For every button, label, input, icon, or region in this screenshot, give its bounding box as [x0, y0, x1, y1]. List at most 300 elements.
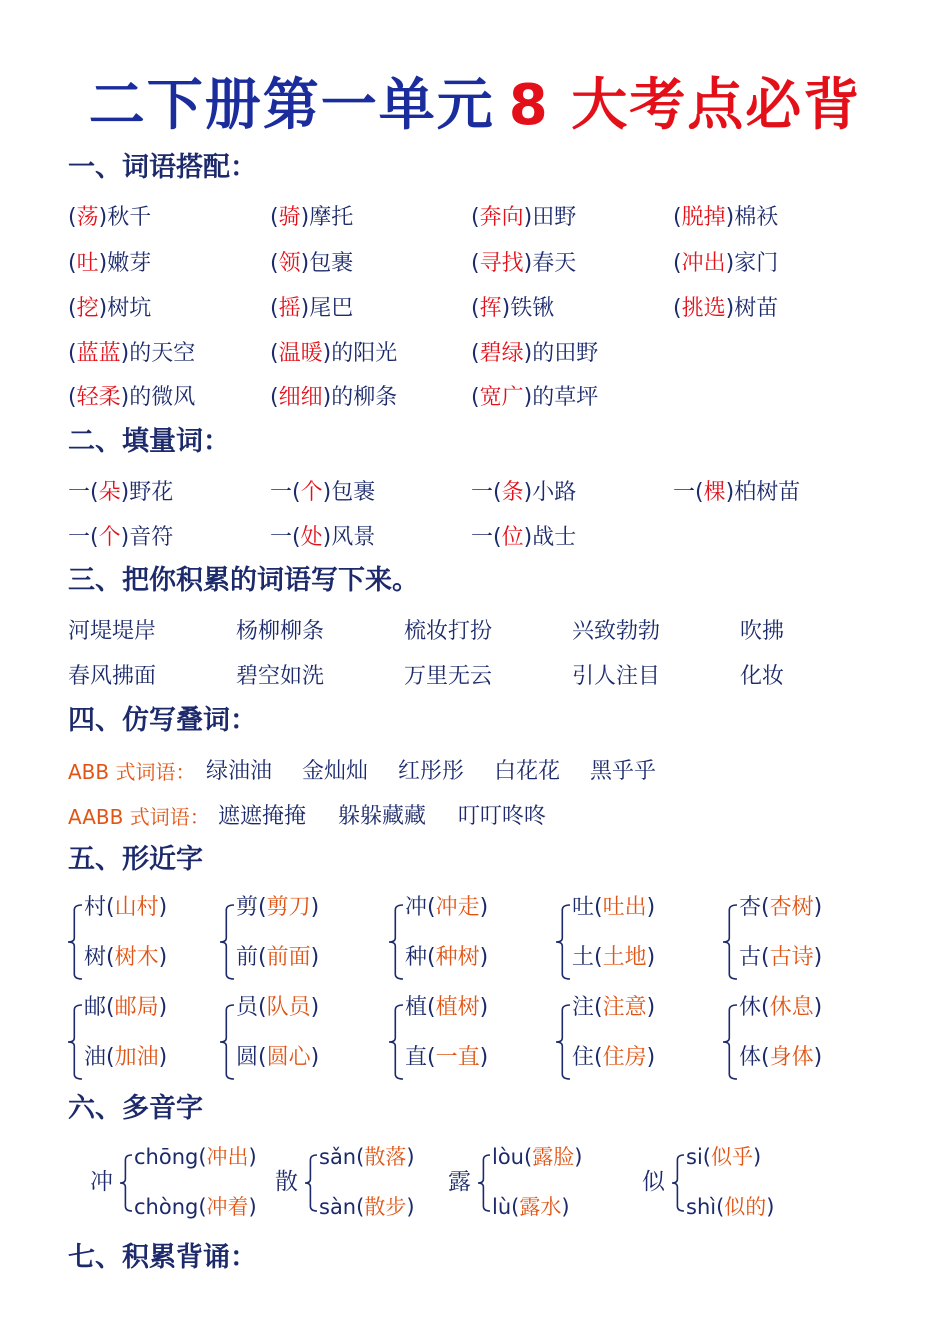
collocation-item: [673, 246, 778, 282]
measure-prefix: 一: [471, 525, 494, 550]
brace: [723, 1004, 737, 1080]
collocation-item: [68, 380, 195, 416]
measure-item: [68, 475, 173, 511]
similar-char-line: [405, 992, 488, 1024]
paren-open: (: [270, 341, 279, 366]
measure-word: 战士: [532, 525, 577, 550]
similar-char-pair: [389, 992, 549, 1092]
collocation-key: 摇: [278, 296, 301, 321]
brace: [556, 1004, 570, 1080]
paren-close: ): [766, 1195, 775, 1219]
similar-char-word: 邮局: [114, 995, 159, 1020]
abb-word: 黑乎乎: [590, 759, 657, 784]
collocation-key: 荡: [76, 205, 99, 230]
similar-char-pair: [220, 992, 380, 1092]
brace-icon: [220, 904, 234, 980]
collocation-row: [0, 291, 950, 327]
collocation-word: 田野: [532, 205, 577, 230]
paren-open: (: [471, 205, 480, 230]
similar-char-line: [739, 1042, 822, 1074]
collocation-key: 宽广: [479, 385, 524, 410]
polyphone-line: [686, 1142, 761, 1172]
section-6-heading: 六、多音字: [68, 1093, 203, 1124]
collocation-row: [0, 380, 950, 416]
collocation-key: 温暖: [278, 341, 323, 366]
paren-close: ): [98, 296, 108, 321]
similar-char-line: [236, 1042, 319, 1074]
measure-word: 音符: [129, 525, 174, 550]
paren-close: ): [479, 945, 489, 970]
similar-char: 种: [405, 945, 428, 970]
pinyin: si: [686, 1145, 703, 1169]
paren-close: ): [813, 895, 823, 920]
paren-open: (: [673, 251, 682, 276]
paren-open: (: [761, 895, 770, 920]
brace-icon: [723, 1004, 737, 1080]
brace-icon: [389, 1004, 403, 1080]
collocation-key: 寻找: [479, 251, 524, 276]
similar-char-pair: [220, 892, 380, 992]
similar-char-word: 一直: [435, 1045, 480, 1070]
paren-close: ): [300, 205, 310, 230]
measure-key: 朵: [98, 480, 121, 505]
paren-close: ): [725, 251, 735, 276]
collocation-item: [270, 380, 397, 416]
paren-open: (: [68, 385, 77, 410]
similar-char-word: 植树: [435, 995, 480, 1020]
accumulated-row: [0, 614, 950, 650]
paren-open: (: [68, 205, 77, 230]
similar-char: 土: [572, 945, 595, 970]
pinyin: chōng: [134, 1145, 199, 1169]
polyphone-word: 露脸: [532, 1145, 575, 1169]
similar-char-word: 土地: [602, 945, 647, 970]
similar-char-word: 树木: [114, 945, 159, 970]
collocation-item: [673, 291, 778, 327]
paren-close: ): [646, 995, 656, 1020]
abb-word: 金灿灿: [302, 759, 369, 784]
paren-close: ): [813, 995, 823, 1020]
paren-open: (: [106, 945, 115, 970]
paren-close: ): [725, 205, 735, 230]
similar-char-pair: [723, 992, 883, 1092]
similar-char: 体: [739, 1045, 762, 1070]
measure-row: [0, 475, 950, 511]
paren-open: (: [68, 251, 77, 276]
polyphone-line: [319, 1142, 415, 1172]
collocation-word: 摩托: [309, 205, 354, 230]
measure-item: [471, 520, 576, 556]
paren-open: (: [270, 296, 279, 321]
measure-key: 棵: [703, 480, 726, 505]
paren-close: ): [561, 1195, 570, 1219]
similar-char: 吐: [572, 895, 595, 920]
collocation-key: 奔向: [479, 205, 524, 230]
similar-char-word: 杏树: [769, 895, 814, 920]
paren-close: ): [300, 251, 310, 276]
polyphone-group: [90, 1142, 290, 1222]
measure-prefix: 一: [673, 480, 696, 505]
aabb-word: 遮遮掩掩: [218, 804, 307, 829]
aabb-row: [0, 799, 950, 835]
brace: [120, 1154, 132, 1212]
brace-icon: [68, 1004, 82, 1080]
measure-row: [0, 520, 950, 556]
brace: [220, 904, 234, 980]
collocation-word: 的微风: [129, 385, 196, 410]
measure-prefix: 一: [270, 480, 293, 505]
collocation-word: 铁锹: [510, 296, 555, 321]
collocation-item: [471, 291, 554, 327]
collocation-key: 挥: [479, 296, 502, 321]
similar-char: 剪: [236, 895, 259, 920]
pinyin: lòu: [492, 1145, 524, 1169]
collocation-item: [270, 246, 353, 282]
collocation-word: 嫩芽: [107, 251, 152, 276]
similar-char-pair: [68, 892, 228, 992]
brace-icon: [478, 1154, 490, 1212]
paren-open: (: [258, 945, 267, 970]
similar-char-pair: [389, 892, 549, 992]
paren-close: ): [479, 995, 489, 1020]
similar-char-line: [405, 892, 488, 924]
brace-icon: [723, 904, 737, 980]
measure-item: [68, 520, 173, 556]
title-part-1: 二下册第一单元: [88, 73, 495, 138]
paren-open: (: [695, 480, 704, 505]
measure-prefix: 一: [68, 525, 91, 550]
similar-char-pair: [68, 992, 228, 1092]
brace: [68, 1004, 82, 1080]
accumulated-word: 梳妆打扮: [404, 619, 493, 644]
similar-char-word: 吐出: [602, 895, 647, 920]
brace-icon: [672, 1154, 684, 1212]
measure-item: [270, 475, 375, 511]
paren-close: ): [120, 480, 130, 505]
paren-close: ): [158, 995, 168, 1020]
collocation-word: 的阳光: [331, 341, 398, 366]
similar-char: 住: [572, 1045, 595, 1070]
paren-open: (: [427, 895, 436, 920]
collocation-row: [0, 336, 950, 372]
paren-open: (: [258, 895, 267, 920]
accumulated-word: 万里无云: [404, 664, 493, 689]
paren-open: (: [270, 205, 279, 230]
polyphone-word: 似乎: [710, 1145, 753, 1169]
paren-close: ): [120, 525, 130, 550]
measure-prefix: 一: [68, 480, 91, 505]
collocation-word: 包裹: [309, 251, 354, 276]
similar-char-word: 身体: [769, 1045, 814, 1070]
paren-open: (: [493, 525, 502, 550]
paren-open: (: [761, 1045, 770, 1070]
measure-word: 柏树苗: [734, 480, 801, 505]
polyphone-group: [642, 1142, 842, 1222]
paren-open: (: [292, 525, 301, 550]
polyphone-group: [448, 1142, 648, 1222]
paren-open: (: [270, 251, 279, 276]
accumulated-word: 化妆: [740, 664, 785, 689]
paren-open: (: [106, 895, 115, 920]
paren-close: ): [574, 1145, 583, 1169]
section-5-heading: 五、形近字: [68, 844, 203, 875]
polyphone-line: [134, 1142, 257, 1172]
collocation-word: 的柳条: [331, 385, 398, 410]
aabb-word: 躲躲藏藏: [338, 804, 427, 829]
paren-open: (: [594, 1045, 603, 1070]
similar-char-line: [84, 992, 167, 1024]
brace-icon: [220, 1004, 234, 1080]
similar-char-pair: [556, 992, 716, 1092]
brace-icon: [120, 1154, 132, 1212]
paren-open: (: [524, 1145, 533, 1169]
measure-item: [471, 475, 576, 511]
brace: [672, 1154, 684, 1212]
collocation-key: 蓝蓝: [76, 341, 121, 366]
paren-open: (: [292, 480, 301, 505]
paren-open: (: [198, 1145, 207, 1169]
similar-char-pair: [723, 892, 883, 992]
collocation-word: 家门: [734, 251, 779, 276]
similar-char: 圆: [236, 1045, 259, 1070]
brace-icon: [556, 1004, 570, 1080]
paren-close: ): [813, 945, 823, 970]
accumulated-word: 吹拂: [740, 619, 785, 644]
brace: [723, 904, 737, 980]
paren-open: (: [471, 385, 480, 410]
polyphone-word: 散步: [364, 1195, 407, 1219]
brace-icon: [305, 1154, 317, 1212]
paren-open: (: [427, 995, 436, 1020]
polyphone-char: 冲: [90, 1169, 113, 1195]
paren-open: (: [471, 341, 480, 366]
paren-close: ): [120, 341, 130, 366]
similar-char: 休: [739, 995, 762, 1020]
paren-open: (: [702, 1145, 711, 1169]
collocation-word: 的草坪: [532, 385, 599, 410]
paren-close: ): [813, 1045, 823, 1070]
paren-close: ): [479, 1045, 489, 1070]
brace-icon: [68, 904, 82, 980]
collocation-word: 树坑: [107, 296, 152, 321]
paren-close: ): [300, 296, 310, 321]
paren-close: ): [406, 1195, 415, 1219]
collocation-item: [471, 200, 576, 236]
polyphone-word: 冲着: [206, 1195, 249, 1219]
paren-close: ): [120, 385, 130, 410]
collocation-key: 轻柔: [76, 385, 121, 410]
measure-key: 条: [501, 480, 524, 505]
similar-char-word: 山村: [114, 895, 159, 920]
similar-char-word: 冲走: [435, 895, 480, 920]
similar-char-line: [236, 992, 319, 1024]
abb-label: ABB 式词语：: [68, 760, 196, 784]
similar-char-word: 休息: [769, 995, 814, 1020]
brace-icon: [556, 904, 570, 980]
measure-word: 包裹: [331, 480, 376, 505]
section-2-heading: 二、填量词：: [68, 426, 230, 457]
brace: [556, 904, 570, 980]
paren-close: ): [523, 480, 533, 505]
brace: [478, 1154, 490, 1212]
polyphone-char: 似: [642, 1169, 665, 1195]
paren-open: (: [471, 296, 480, 321]
similar-char-word: 注意: [602, 995, 647, 1020]
collocation-item: [471, 380, 598, 416]
paren-open: (: [356, 1195, 365, 1219]
collocation-word: 的田野: [532, 341, 599, 366]
paren-open: (: [594, 895, 603, 920]
measure-key: 位: [501, 525, 524, 550]
accumulated-word: 春风拂面: [68, 664, 157, 689]
similar-char-line: [572, 1042, 655, 1074]
accumulated-word: 杨柳柳条: [236, 619, 325, 644]
paren-close: ): [158, 1045, 168, 1070]
collocation-word: 秋千: [107, 205, 152, 230]
paren-close: ): [523, 205, 533, 230]
paren-open: (: [258, 1045, 267, 1070]
collocation-key: 挑选: [681, 296, 726, 321]
collocation-word: 尾巴: [309, 296, 354, 321]
collocation-key: 细细: [278, 385, 323, 410]
paren-open: (: [90, 480, 99, 505]
paren-open: (: [761, 995, 770, 1020]
collocation-item: [68, 200, 151, 236]
paren-close: ): [646, 1045, 656, 1070]
measure-key: 处: [300, 525, 323, 550]
collocation-item: [270, 200, 353, 236]
abb-word: 白花花: [494, 759, 561, 784]
polyphone-char: 散: [275, 1169, 298, 1195]
paren-close: ): [98, 205, 108, 230]
polyphone-char: 露: [448, 1169, 471, 1195]
paren-open: (: [356, 1145, 365, 1169]
similar-char-word: 圆心: [266, 1045, 311, 1070]
collocation-item: [471, 246, 576, 282]
abb-row: [0, 754, 950, 790]
measure-word: 小路: [532, 480, 577, 505]
paren-close: ): [322, 385, 332, 410]
paren-open: (: [427, 945, 436, 970]
paren-close: ): [322, 341, 332, 366]
brace: [220, 1004, 234, 1080]
collocation-item: [270, 336, 397, 372]
paren-close: ): [523, 385, 533, 410]
title-part-2: 8 大考点必背: [508, 73, 862, 138]
collocation-word: 春天: [532, 251, 577, 276]
polyphone-word: 冲出: [206, 1145, 249, 1169]
similar-char: 树: [84, 945, 107, 970]
paren-close: ): [248, 1145, 257, 1169]
paren-open: (: [90, 525, 99, 550]
measure-key: 个: [300, 480, 323, 505]
paren-close: ): [322, 480, 332, 505]
collocation-key: 脱掉: [681, 205, 726, 230]
similar-char: 直: [405, 1045, 428, 1070]
paren-open: (: [594, 995, 603, 1020]
paren-close: ): [725, 480, 735, 505]
similar-char-line: [739, 892, 822, 924]
similar-char-line: [84, 1042, 167, 1074]
polyphone-line: [492, 1192, 570, 1222]
collocation-item: [68, 291, 151, 327]
paren-open: (: [511, 1195, 520, 1219]
similar-char-word: 种树: [435, 945, 480, 970]
similar-char: 植: [405, 995, 428, 1020]
paren-open: (: [594, 945, 603, 970]
paren-open: (: [106, 1045, 115, 1070]
measure-key: 个: [98, 525, 121, 550]
paren-open: (: [471, 251, 480, 276]
similar-char-line: [84, 892, 167, 924]
paren-open: (: [258, 995, 267, 1020]
similar-char-line: [739, 942, 822, 974]
measure-item: [673, 475, 800, 511]
measure-prefix: 一: [270, 525, 293, 550]
similar-char-line: [236, 942, 319, 974]
aabb-word: 叮叮咚咚: [458, 804, 547, 829]
paren-open: (: [716, 1195, 725, 1219]
similar-char: 注: [572, 995, 595, 1020]
similar-char-line: [572, 992, 655, 1024]
collocation-word: 棉袄: [734, 205, 779, 230]
paren-open: (: [68, 341, 77, 366]
paren-close: ): [523, 251, 533, 276]
paren-close: ): [158, 945, 168, 970]
brace-icon: [389, 904, 403, 980]
similar-char: 古: [739, 945, 762, 970]
paren-close: ): [322, 525, 332, 550]
collocation-key: 冲出: [681, 251, 726, 276]
paren-open: (: [427, 1045, 436, 1070]
similar-char-word: 住房: [602, 1045, 647, 1070]
similar-char: 邮: [84, 995, 107, 1020]
pinyin: chòng: [134, 1195, 199, 1219]
collocation-key: 骑: [278, 205, 301, 230]
abb-word: 绿油油: [206, 759, 273, 784]
polyphone-word: 散落: [364, 1145, 407, 1169]
similar-char-line: [739, 992, 822, 1024]
polyphone-line: [686, 1192, 775, 1222]
paren-close: ): [310, 995, 320, 1020]
paren-close: ): [646, 895, 656, 920]
similar-char: 杏: [739, 895, 762, 920]
similar-char-line: [572, 942, 655, 974]
similar-char-word: 加油: [114, 1045, 159, 1070]
paren-close: ): [310, 1045, 320, 1070]
pinyin: sǎn: [319, 1145, 357, 1169]
paren-close: ): [501, 296, 511, 321]
accumulated-word: 引人注目: [572, 664, 661, 689]
paren-close: ): [98, 251, 108, 276]
paren-open: (: [198, 1195, 207, 1219]
paren-close: ): [646, 945, 656, 970]
similar-char-word: 队员: [266, 995, 311, 1020]
similar-char-line: [405, 942, 488, 974]
accumulated-word: 碧空如洗: [236, 664, 325, 689]
paren-close: ): [752, 1145, 762, 1169]
paren-open: (: [673, 205, 682, 230]
paren-close: ): [725, 296, 735, 321]
pinyin: sàn: [319, 1195, 357, 1219]
accumulated-word: 河堤堤岸: [68, 619, 157, 644]
polyphone-group: [275, 1142, 475, 1222]
polyphone-word: 似的: [724, 1195, 767, 1219]
section-1-heading: 一、词语搭配：: [68, 152, 257, 183]
section-7-heading: 七、积累背诵：: [68, 1242, 257, 1273]
accumulated-word: 兴致勃勃: [572, 619, 661, 644]
similar-char-line: [572, 892, 655, 924]
